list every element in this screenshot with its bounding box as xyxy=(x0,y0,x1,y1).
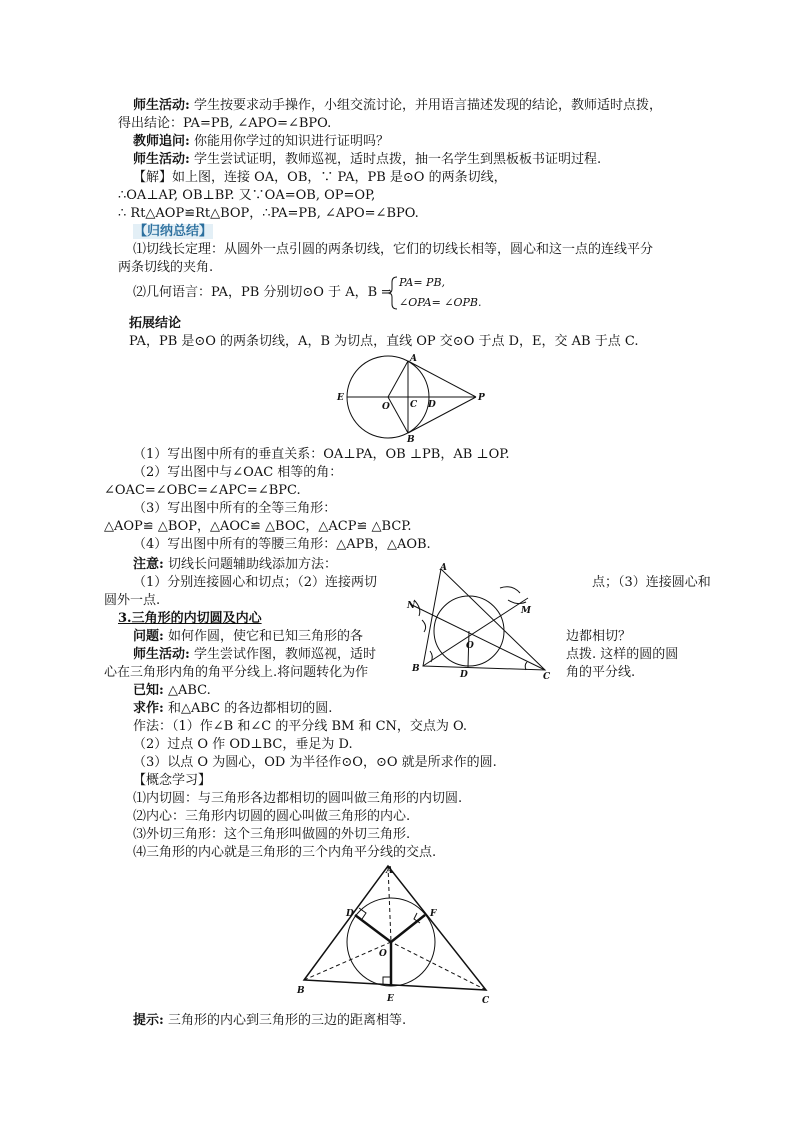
extension-text: PA，PB 是⊙O 的两条切线，A，B 为切点，直线 OP 交⊙O 于点 D，E，交 AB 于点 C. xyxy=(129,334,639,349)
problem-text: 如何作圆，使它和已知三角形的各 xyxy=(163,629,363,644)
given-text: △ABC. xyxy=(163,683,211,698)
fig1-label-C: C xyxy=(410,400,418,410)
note-item-1b: 点；（3）连接圆心和 xyxy=(592,575,711,590)
concept-4: ⑷三角形的内心就是三角形的三个内角平分线的交点. xyxy=(133,845,437,860)
solution-line-2: ∴OA⊥AP, OB⊥BP. 又∵OA=OB, OP=OP, xyxy=(118,188,376,203)
activity-label: 师生活动: xyxy=(133,98,190,113)
problem-label: 问题: xyxy=(133,629,164,644)
given-line xyxy=(133,682,211,699)
extension-title: 拓展结论 xyxy=(129,316,182,331)
teacher-question-label: 教师追问: xyxy=(133,134,190,149)
concept-2: ⑵内心：三角形内切圆的圆心叫做三角形的内心. xyxy=(133,809,411,824)
activity-paragraph-2 xyxy=(133,151,601,168)
hint-text: 三角形的内心到三角形的三边的距离相等. xyxy=(163,1013,407,1028)
fig2-label-A: A xyxy=(440,563,447,573)
problem-line xyxy=(133,628,363,645)
construction-activity-label: 师生活动: xyxy=(133,647,190,662)
question-1: （1）写出图中所有的垂直关系：OA⊥PA，OB ⊥PB，AB ⊥OP. xyxy=(133,447,510,462)
method-step-3: （3）以点 O 为圆心，OD 为半径作⊙O，⊙O 就是所求作的圆. xyxy=(133,755,497,770)
section-3-title: 3.三角形的内切圆及内心 xyxy=(118,611,262,626)
teacher-question-text: 你能用你学过的知识进行证明吗？ xyxy=(189,134,389,149)
summary-heading xyxy=(133,223,213,240)
theorem-line-1: ⑴切线长定理：从圆外一点引圆的两条切线，它们的切线长相等，圆心和这一点的连线平分 xyxy=(133,242,654,257)
answer-2: ∠OAC=∠OBC=∠APC=∠BPC. xyxy=(104,483,301,498)
teacher-question xyxy=(133,133,389,150)
incenter-figure xyxy=(290,862,510,1010)
given-label: 已知: xyxy=(133,683,164,698)
fig1-label-A: A xyxy=(410,354,417,364)
note-label: 注意: xyxy=(133,557,164,572)
fig3-label-F: F xyxy=(430,909,437,919)
incircle-construction-figure xyxy=(400,560,560,685)
brace-icon xyxy=(387,276,399,310)
question-2: （2）写出图中与∠OAC 相等的角： xyxy=(133,465,343,480)
concept-3: ⑶外切三角形：这个三角形叫做圆的外切三角形. xyxy=(133,827,411,842)
method-step-2: （2）过点 O 作 OD⊥BC，垂足为 D. xyxy=(133,737,353,752)
construction-line-2: 心在三角形内角的角平分线上.将问题转化为作 xyxy=(104,665,369,680)
construction-activity-end: 点拨. 这样的圆的圆 xyxy=(566,647,679,662)
fig3-label-C: C xyxy=(482,996,490,1006)
summary-tag: 【归纳总结】 xyxy=(134,224,213,239)
activity-text: 学生按要求动手操作，小组交流讨论，并用语言描述发现的结论，教师适时点拨， xyxy=(189,98,662,113)
construction-activity xyxy=(133,646,376,663)
answer-3: △AOP≌ △BOP，△AOC≌ △BOC，△ACP≌ △BCP. xyxy=(104,519,412,534)
note-item-1a: （1）分别连接圆心和切点；（2）连接两切 xyxy=(133,575,378,590)
problem-line-end: 边都相切？ xyxy=(566,629,632,644)
fig3-label-D: D xyxy=(346,909,354,919)
fig2-label-O: O xyxy=(466,641,474,651)
fig2-label-N: N xyxy=(407,601,416,611)
required-text: 和△ABC 的各边都相切的圆. xyxy=(163,701,333,716)
fig3-label-A: A xyxy=(386,866,393,876)
solution-line-3: ∴ Rt△AOP≌Rt△BOP，∴PA=PB, ∠APO=∠BPO. xyxy=(118,206,419,221)
solution-line-1: 【解】如上图，连接 OA，OB，∵ PA，PB 是⊙O 的两条切线， xyxy=(133,170,507,185)
note-line xyxy=(133,556,337,573)
concept-1: ⑴内切圆：与三角形各边都相切的圆叫做三角形的内切圆. xyxy=(133,791,463,806)
theorem-line-2: 两条切线的夹角. xyxy=(118,260,214,275)
question-4: （4）写出图中所有的等腰三角形：△APB，△AOB. xyxy=(133,537,431,552)
concept-heading: 【概念学习】 xyxy=(133,773,212,788)
fig2-label-C: C xyxy=(543,672,551,682)
fig2-label-M: M xyxy=(521,606,531,616)
construction-activity-text: 学生尝试作图，教师巡视，适时 xyxy=(189,647,376,662)
fig1-label-B: B xyxy=(407,435,415,444)
activity-label-2: 师生活动: xyxy=(133,152,190,167)
activity-text-2: 学生尝试证明，教师巡视，适时点拨，抽一名学生到黑板板书证明过程. xyxy=(189,152,602,167)
geo-condition-2: ∠OPA= ∠OPB. xyxy=(399,296,482,309)
construction-line-2-end: 角的平分线. xyxy=(566,665,636,680)
fig3-label-O: O xyxy=(379,949,387,959)
fig1-label-P: P xyxy=(478,393,485,403)
method-step-1: 作法：（1）作∠B 和∠C 的平分线 BM 和 CN，交点为 O. xyxy=(133,719,468,734)
question-3: （3）写出图中所有的全等三角形： xyxy=(133,501,337,516)
fig3-label-E: E xyxy=(387,994,394,1004)
required-line xyxy=(133,700,332,717)
hint-line xyxy=(133,1012,406,1029)
conclusion-line: 得出结论：PA=PB, ∠APO=∠BPO. xyxy=(118,116,332,131)
geometry-language: ⑵几何语言：PA，PB 分别切⊙O 于 A，B ⇒ xyxy=(133,285,393,300)
required-label: 求作: xyxy=(133,701,164,716)
fig2-label-D: D xyxy=(460,670,468,680)
note-item-2: 圆外一点. xyxy=(104,593,161,608)
activity-paragraph-1 xyxy=(133,97,662,114)
geo-condition-1: PA= PB, xyxy=(399,276,446,289)
fig1-label-O: O xyxy=(382,402,390,412)
fig3-label-B: B xyxy=(297,986,305,996)
hint-label: 提示: xyxy=(133,1013,164,1028)
fig1-label-D: D xyxy=(428,400,436,410)
fig2-label-B: B xyxy=(412,664,420,674)
tangent-figure xyxy=(330,352,490,444)
fig1-label-E: E xyxy=(337,393,344,403)
note-text: 切线长问题辅助线添加方法： xyxy=(163,557,337,572)
